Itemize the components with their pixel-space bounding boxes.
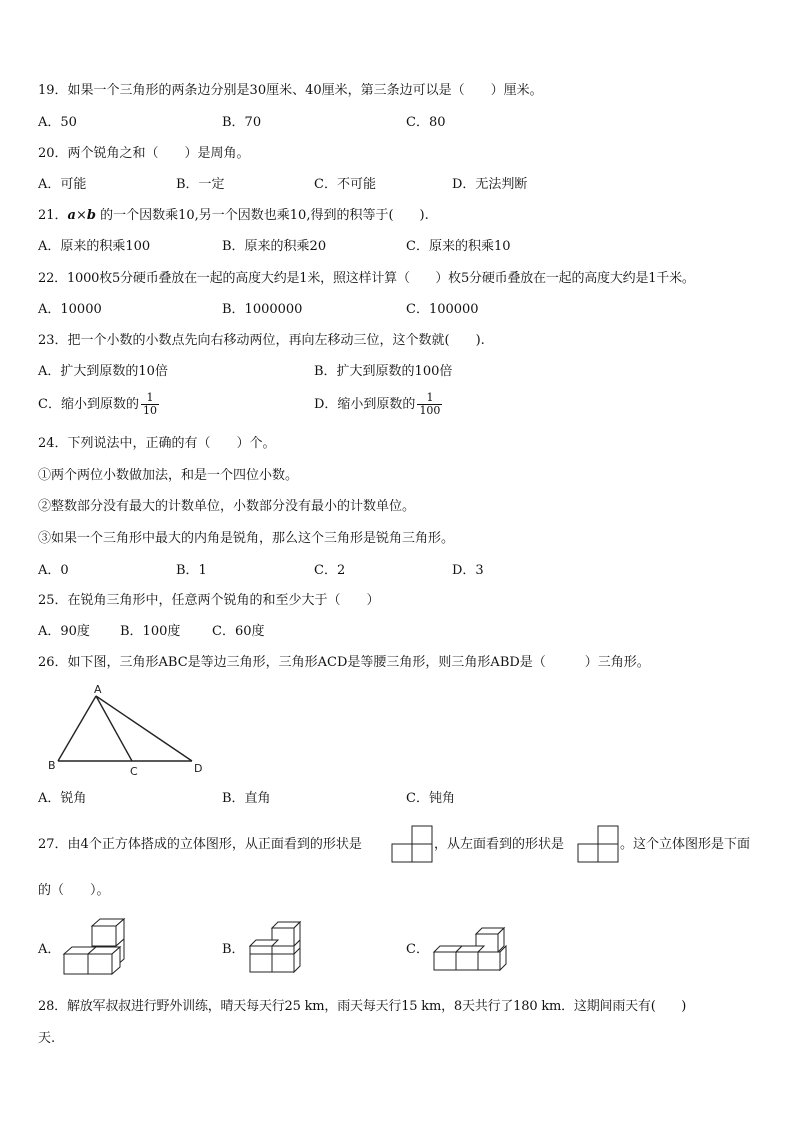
q26-option-c[interactable]: C．钝角 [406,791,455,806]
q26-triangle-figure [46,683,216,778]
q23-option-c[interactable] [38,392,159,417]
q26-stem: 26．如下图，三角形ABC是等边三角形，三角形ACD是等腰三角形，则三角形ABD是（ ）三角形。 [38,655,650,670]
q21-stem [38,207,429,225]
q27-stem-line2: 的（ ）。 [38,883,110,898]
q19-stem: 19．如果一个三角形的两条边分别是30厘米、40厘米，第三条边可以是（ ）厘米。 [38,83,543,98]
q21-option-c[interactable]: C．原来的积乘10 [406,239,511,254]
q20-option-c[interactable]: C．不可能 [314,177,376,192]
q19-option-b[interactable]: B．70 [222,115,262,130]
q21-stem-rest: 的一个因数乘10,另一个因数也乘10,得到的积等于( ). [95,208,429,223]
fraction-denominator: 10 [142,404,157,417]
q19-option-a[interactable]: A．50 [38,115,77,130]
q21-option-b[interactable]: B．原来的积乘20 [222,239,327,254]
q27-stem-part1: 27．由4个正方体搭成的立体图形，从正面看到的形状是 [38,837,362,852]
q22-stem: 22．1000枚5分硬币叠放在一起的高度大约是1米，照这样计算（ ）枚5分硬币叠放在一起的高度大约是1千米。 [38,271,695,286]
q23-option-d[interactable] [314,392,442,417]
q20-option-d[interactable]: D．无法判断 [452,177,528,192]
fraction-denominator: 100 [419,404,441,417]
q23-option-b[interactable]: B．扩大到原数的100倍 [314,364,453,379]
q22-option-b[interactable]: B．1000000 [222,302,303,317]
vertex-label-c: C [130,765,138,778]
q27-option-a[interactable]: A． [38,942,61,957]
q23-option-d-text: D．缩小到原数的 [314,397,416,412]
q25-stem: 25．在锐角三角形中，任意两个锐角的和至少大于（ ） [38,593,380,608]
q25-option-c[interactable]: C．60度 [212,624,265,639]
q22-option-a[interactable]: A．10000 [38,302,102,317]
vertex-label-a: A [94,683,102,696]
q27-option-c-cubes [430,920,514,976]
q28-stem-line2: 天. [38,1031,56,1046]
left-view-icon [576,824,620,864]
q23-stem: 23．把一个小数的小数点先向右移动两位，再向左移动三位，这个数就( ). [38,333,485,348]
q25-option-a[interactable]: A．90度 [38,624,90,639]
q23-option-d-fraction [417,392,442,417]
q24-statement-2: ②整数部分没有最大的计数单位，小数部分没有最小的计数单位。 [38,499,416,514]
q22-option-c[interactable]: C．100000 [406,302,479,317]
q25-option-b[interactable]: B．100度 [120,624,181,639]
front-view-icon [390,824,434,864]
q21-var-a: a [67,208,76,223]
q28-stem: 28．解放军叔叔进行野外训练，晴天每天行25 km，雨天每天行15 km，8天共行了180 km．这期间雨天有( ) [38,999,687,1014]
q21-number: 21． [38,208,68,223]
q27-stem-part2: ，从左面看到的形状是 [434,837,565,852]
q27-stem-part3: 。这个立体图形是下面 [620,837,751,852]
q24-stem: 24．下列说法中，正确的有（ ）个。 [38,436,276,451]
q21-times: × [75,208,87,223]
q23-option-c-text: C．缩小到原数的 [38,397,139,412]
q24-option-c[interactable]: C．2 [314,563,346,578]
q24-statement-1: ①两个两位小数做加法，和是一个四位小数。 [38,468,299,483]
fraction-numerator: 1 [426,391,434,404]
q20-option-b[interactable]: B．一定 [176,177,225,192]
vertex-label-b: B [48,759,56,772]
q23-option-c-fraction [141,392,159,417]
q24-option-a[interactable]: A．0 [38,563,69,578]
q24-option-d[interactable]: D．3 [452,563,484,578]
q27-option-c[interactable]: C． [406,942,429,957]
q24-statement-3: ③如果一个三角形中最大的内角是锐角，那么这个三角形是锐角三角形。 [38,531,455,546]
q21-option-a[interactable]: A．原来的积乘100 [38,239,151,254]
q26-option-a[interactable]: A．锐角 [38,791,87,806]
q20-option-a[interactable]: A．可能 [38,177,87,192]
q26-option-b[interactable]: B．直角 [222,791,271,806]
q19-option-c[interactable]: C．80 [406,115,446,130]
q23-option-a[interactable]: A．扩大到原数的10倍 [38,364,168,379]
q27-option-b[interactable]: B． [222,942,245,957]
q27-option-a-cubes [60,916,132,978]
q20-stem: 20．两个锐角之和（ ）是周角。 [38,146,250,161]
q24-option-b[interactable]: B．1 [176,563,207,578]
q21-var-b: b [86,208,96,223]
q27-option-b-cubes [246,920,310,976]
fraction-numerator: 1 [146,391,154,404]
vertex-label-d: D [194,762,203,775]
